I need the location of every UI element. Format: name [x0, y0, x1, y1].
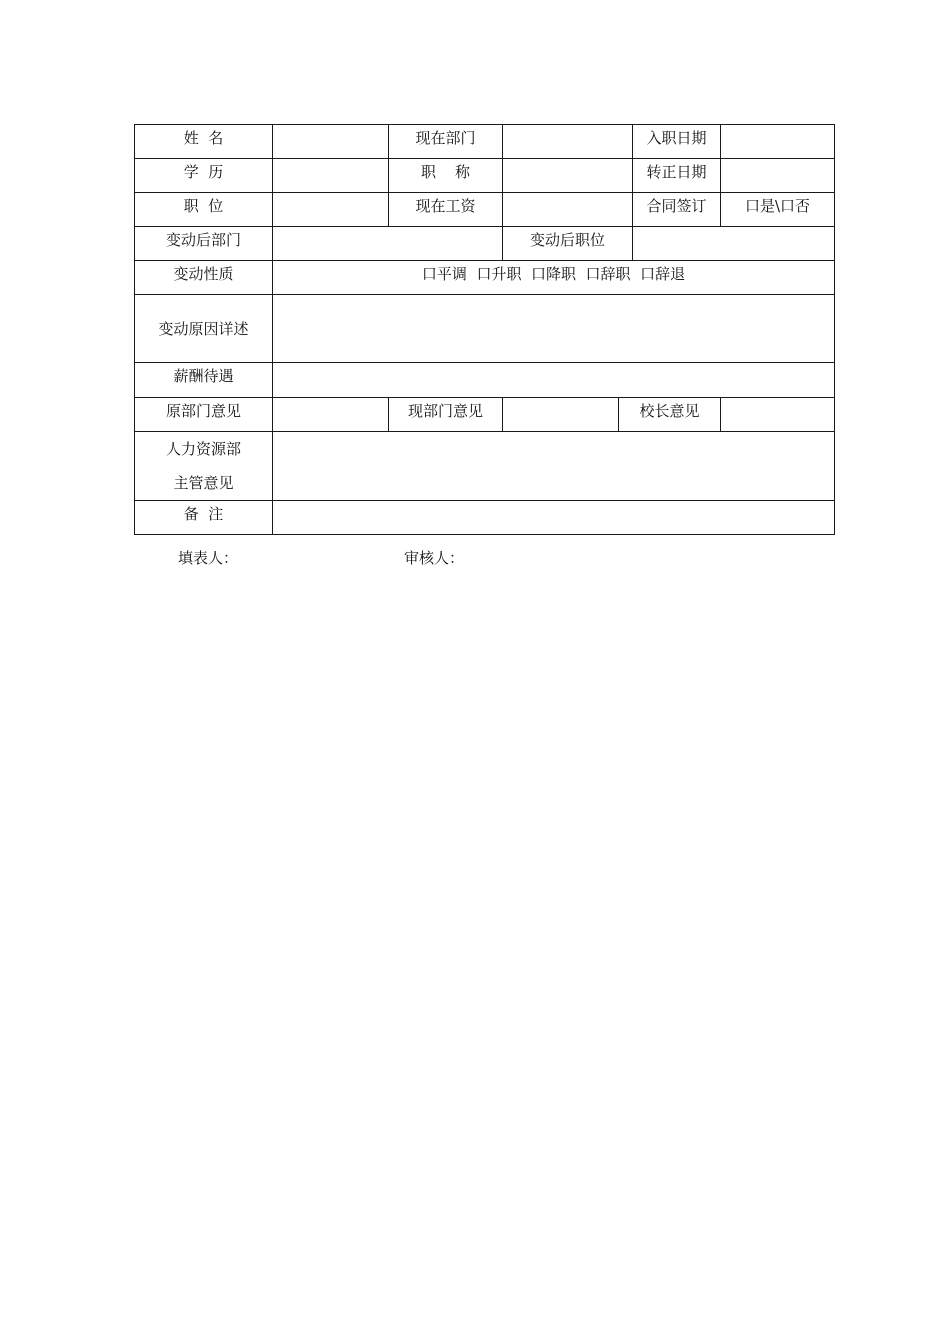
- remarks-label: 备 注: [135, 501, 273, 535]
- form-row-remarks: [135, 501, 835, 535]
- join-date-field[interactable]: [721, 125, 835, 159]
- personnel-change-form: [134, 124, 835, 535]
- curr-dept-opinion-label: 现部门意见: [389, 398, 503, 432]
- hr-label-line1: 人力资源部: [165, 440, 241, 458]
- form-row-basic-2: [135, 159, 835, 193]
- form-row-new-position: [135, 227, 835, 261]
- compensation-field[interactable]: [273, 363, 835, 398]
- form-row-hr-opinion: [135, 432, 835, 501]
- job-title-field[interactable]: [503, 159, 633, 193]
- new-dept-label: 变动后部门: [135, 227, 273, 261]
- name-label: 姓 名: [135, 125, 273, 159]
- current-dept-label: 现在部门: [389, 125, 503, 159]
- filler-label: 填表人：: [178, 549, 239, 567]
- position-label: 职 位: [135, 193, 273, 227]
- new-position-field[interactable]: [633, 227, 835, 261]
- contract-yes-no-checkbox[interactable]: 口是\口否: [721, 193, 835, 227]
- hr-label-line2: 主管意见: [173, 474, 234, 492]
- regular-date-field[interactable]: [721, 159, 835, 193]
- new-dept-field[interactable]: [273, 227, 503, 261]
- form-row-compensation: [135, 363, 835, 398]
- principal-opinion-label: 校长意见: [619, 398, 721, 432]
- position-field[interactable]: [273, 193, 389, 227]
- form-row-basic-3: [135, 193, 835, 227]
- education-field[interactable]: [273, 159, 389, 193]
- current-salary-field[interactable]: [503, 193, 633, 227]
- hr-opinion-label: [135, 432, 273, 501]
- compensation-label: 薪酬待遇: [135, 363, 273, 398]
- change-type-label: 变动性质: [135, 261, 273, 295]
- new-position-label: 变动后职位: [503, 227, 633, 261]
- change-type-options[interactable]: 口平调 口升职 口降职 口辞职 口辞退: [273, 261, 835, 295]
- orig-dept-opinion-label: 原部门意见: [135, 398, 273, 432]
- form-row-change-type: [135, 261, 835, 295]
- form-row-reason: [135, 295, 835, 363]
- principal-opinion-field[interactable]: [721, 398, 835, 432]
- education-label: 学 历: [135, 159, 273, 193]
- form-row-basic-1: [135, 125, 835, 159]
- contract-label: 合同签订: [633, 193, 721, 227]
- name-field[interactable]: [273, 125, 389, 159]
- remarks-field[interactable]: [273, 501, 835, 535]
- job-title-label: 职 称: [389, 159, 503, 193]
- reviewer-label: 审核人：: [404, 549, 465, 567]
- reason-field[interactable]: [273, 295, 835, 363]
- curr-dept-opinion-field[interactable]: [503, 398, 619, 432]
- current-salary-label: 现在工资: [389, 193, 503, 227]
- join-date-label: 入职日期: [633, 125, 721, 159]
- regular-date-label: 转正日期: [633, 159, 721, 193]
- reason-label: 变动原因详述: [135, 295, 273, 363]
- current-dept-field[interactable]: [503, 125, 633, 159]
- form-row-opinions: [135, 398, 835, 432]
- hr-opinion-field[interactable]: [273, 432, 835, 501]
- orig-dept-opinion-field[interactable]: [273, 398, 389, 432]
